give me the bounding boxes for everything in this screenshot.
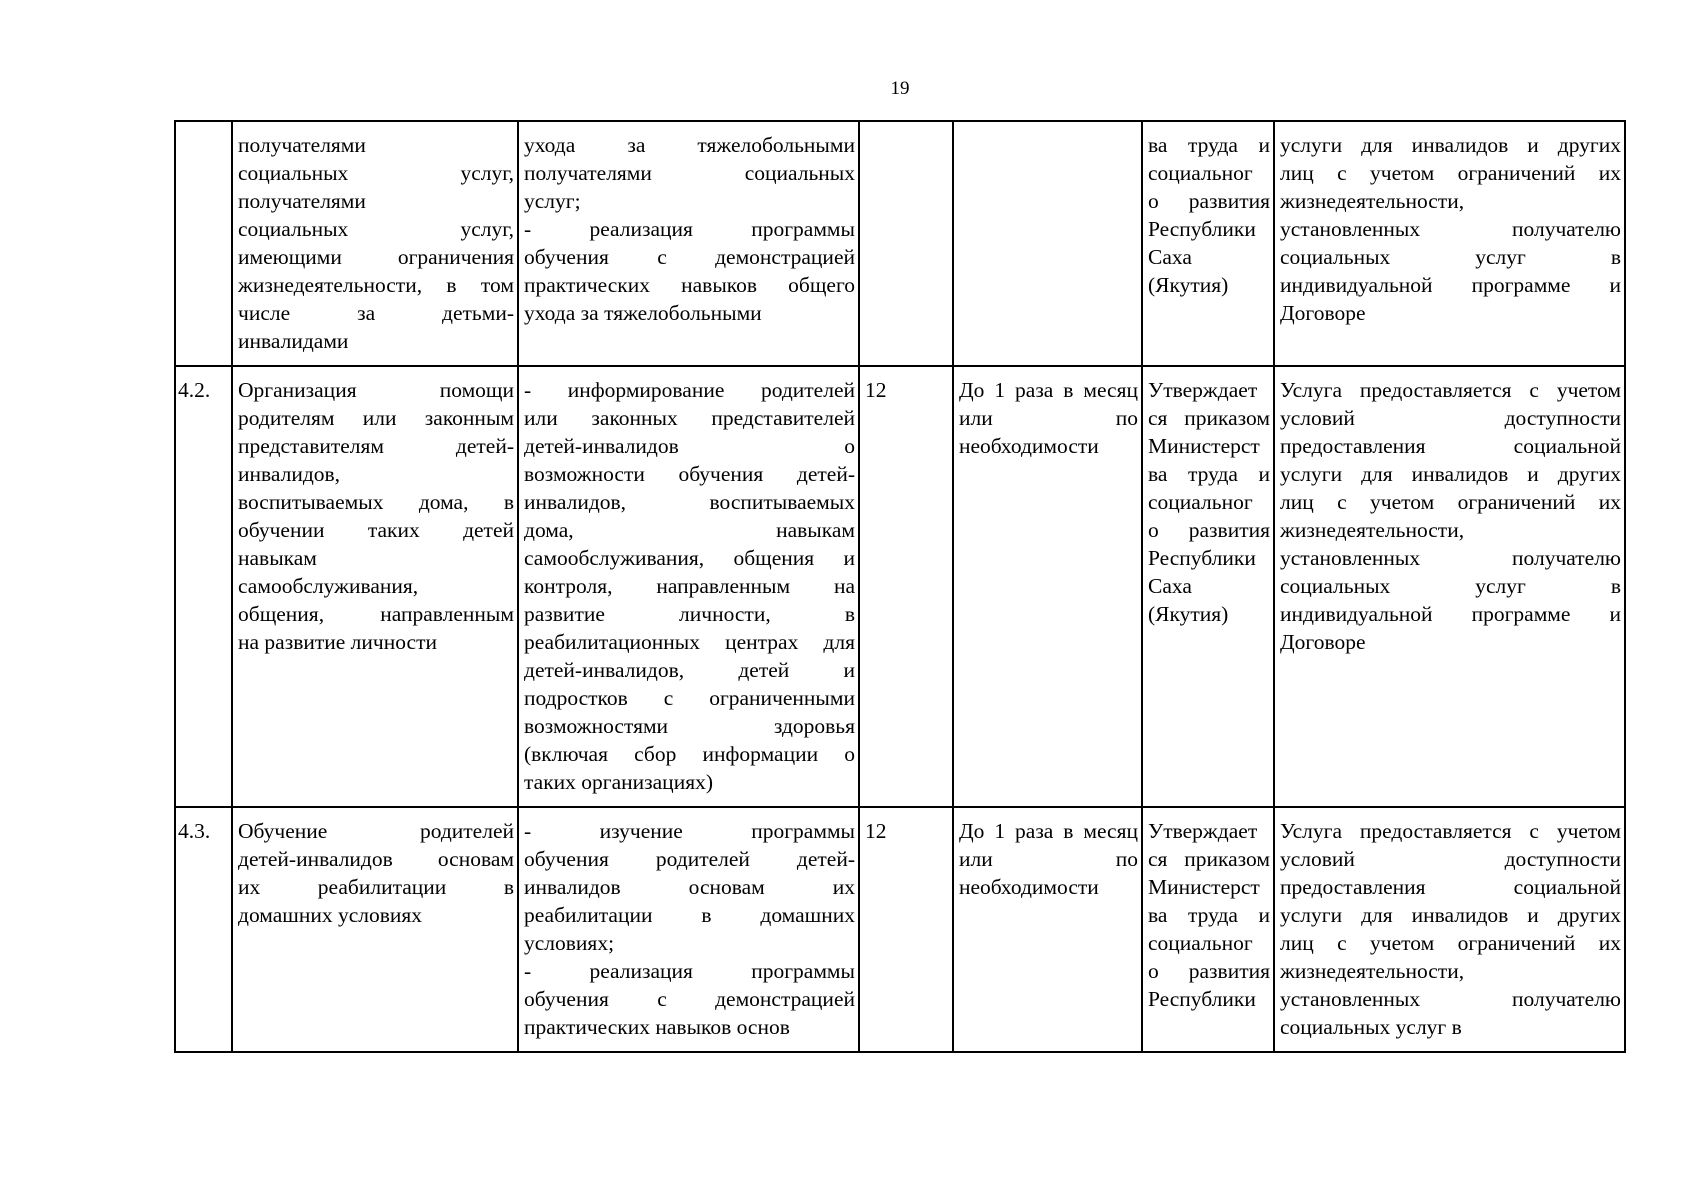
cell-description-line: реабилитации в домашних xyxy=(524,903,855,927)
cell-tariff-line: ва труда и xyxy=(1148,462,1270,486)
services-table xyxy=(174,120,1626,1053)
cell-description-line: ухода за тяжелобольными xyxy=(524,301,762,325)
cell-service-name-line: получателями xyxy=(238,133,366,157)
cell-description-line: возможности обучения детей- xyxy=(524,462,855,486)
cell-conditions-line: установленных получателю xyxy=(1280,987,1621,1011)
cell-service-name-line: Обучение родителей xyxy=(238,819,514,843)
cell-description-line: обучения с демонстрацией xyxy=(524,987,855,1011)
cell-service-name-line: Организация помощи xyxy=(238,378,514,402)
cell-description-line: или законных представителей xyxy=(524,406,855,430)
cell-volume xyxy=(859,366,953,807)
cell-conditions-line: предоставления социальной xyxy=(1280,434,1621,458)
cell-description-line: - информирование родителей xyxy=(524,378,855,402)
cell-tariff-line: Саха xyxy=(1148,574,1192,598)
cell-service-name xyxy=(232,121,518,366)
cell-tariff-line: ся приказом xyxy=(1148,847,1270,871)
cell-service-name-line: жизнедеятельности, в том xyxy=(238,273,514,297)
cell-tariff-line: ва труда и xyxy=(1148,903,1270,927)
cell-conditions-line: Договоре xyxy=(1280,630,1366,654)
cell-conditions xyxy=(1274,807,1625,1052)
cell-description-line: развитие личности, в xyxy=(524,602,855,626)
cell-service-name xyxy=(232,807,518,1052)
cell-service-name-line: инвалидами xyxy=(238,329,349,353)
cell-conditions-line: услуги для инвалидов и других xyxy=(1280,903,1621,927)
cell-volume xyxy=(859,807,953,1052)
cell-conditions-line: Услуга предоставляется с учетом xyxy=(1280,378,1621,402)
table-row xyxy=(175,121,1625,366)
cell-service-name xyxy=(232,366,518,807)
cell-service-name-line: воспитываемых дома, в xyxy=(238,490,514,514)
cell-service-name-line: домашних условиях xyxy=(238,903,423,927)
cell-description-line: самообслуживания, общения и xyxy=(524,546,855,570)
cell-tariff-line: о развития xyxy=(1148,518,1270,542)
cell-tariff-line: социальног xyxy=(1148,931,1253,955)
cell-conditions-line: предоставления социальной xyxy=(1280,875,1621,899)
cell-conditions-line: Договоре xyxy=(1280,301,1366,325)
cell-service-name-line: имеющими ограничения xyxy=(238,245,514,269)
cell-conditions-line: жизнедеятельности, xyxy=(1280,959,1465,983)
table-row xyxy=(175,807,1625,1052)
cell-description xyxy=(518,807,859,1052)
cell-service-name-line: их реабилитации в xyxy=(238,875,514,899)
cell-number-text: 4.3. xyxy=(178,819,211,843)
cell-description-line: возможностями здоровья xyxy=(524,714,855,738)
cell-service-name-line: представителям детей- xyxy=(238,434,514,458)
cell-tariff-line: Утверждает xyxy=(1148,819,1258,843)
cell-description-line: (включая сбор информации о xyxy=(524,742,855,766)
cell-description-line: инвалидов, воспитываемых xyxy=(524,490,855,514)
cell-frequency-line: До 1 раза в месяц xyxy=(959,378,1138,402)
cell-tariff-line: Республики xyxy=(1148,987,1256,1011)
cell-conditions-line: жизнедеятельности, xyxy=(1280,518,1465,542)
cell-description-line: практических навыков основ xyxy=(524,1015,790,1039)
cell-conditions-line: условий доступности xyxy=(1280,847,1621,871)
cell-description-line: обучения с демонстрацией xyxy=(524,245,855,269)
cell-tariff xyxy=(1142,366,1274,807)
cell-conditions-line: установленных получателю xyxy=(1280,546,1621,570)
cell-description-line: ухода за тяжелобольными xyxy=(524,133,855,157)
cell-number xyxy=(175,366,232,807)
cell-conditions-line: индивидуальной программе и xyxy=(1280,602,1621,626)
cell-conditions-line: лиц с учетом ограничений их xyxy=(1280,490,1621,514)
cell-service-name-line: обучении таких детей xyxy=(238,518,514,542)
cell-tariff-line: Республики xyxy=(1148,217,1256,241)
cell-service-name-line: общения, направленным xyxy=(238,602,514,626)
cell-frequency-line: или по xyxy=(959,847,1138,871)
cell-description-line: дома, навыкам xyxy=(524,518,855,542)
cell-description-line: услуг; xyxy=(524,189,581,213)
cell-tariff-line: (Якутия) xyxy=(1148,273,1229,297)
cell-description-line: условиях; xyxy=(524,931,615,955)
cell-conditions-line: услуги для инвалидов и других xyxy=(1280,462,1621,486)
cell-frequency-line: До 1 раза в месяц xyxy=(959,819,1138,843)
cell-tariff-line: Министерст xyxy=(1148,434,1260,458)
cell-tariff-line: ва труда и xyxy=(1148,133,1270,157)
cell-number xyxy=(175,121,232,366)
cell-conditions xyxy=(1274,366,1625,807)
cell-service-name-line: числе за детьми- xyxy=(238,301,514,325)
cell-description-line: контроля, направленным на xyxy=(524,574,855,598)
cell-service-name-line: инвалидов, xyxy=(238,462,341,486)
cell-conditions xyxy=(1274,121,1625,366)
cell-frequency xyxy=(953,366,1142,807)
cell-description-line: - реализация программы xyxy=(524,959,855,983)
cell-conditions-line: индивидуальной программе и xyxy=(1280,273,1621,297)
cell-frequency-line: необходимости xyxy=(959,875,1099,899)
cell-service-name-line: детей-инвалидов основам xyxy=(238,847,514,871)
cell-description-line: инвалидов основам их xyxy=(524,875,855,899)
cell-description-line: подростков с ограниченными xyxy=(524,686,855,710)
cell-tariff-line: Министерст xyxy=(1148,875,1260,899)
cell-service-name-line: самообслуживания, xyxy=(238,574,419,598)
cell-description-line: детей-инвалидов о xyxy=(524,434,855,458)
cell-tariff-line: ся приказом xyxy=(1148,406,1270,430)
cell-volume-text: 12 xyxy=(865,378,887,402)
cell-tariff-line: Республики xyxy=(1148,546,1256,570)
cell-tariff-line: (Якутия) xyxy=(1148,602,1229,626)
cell-description-line: реабилитационных центрах для xyxy=(524,630,855,654)
table-row xyxy=(175,366,1625,807)
cell-frequency xyxy=(953,121,1142,366)
cell-conditions-line: лиц с учетом ограничений их xyxy=(1280,161,1621,185)
cell-volume-text: 12 xyxy=(865,819,887,843)
cell-service-name-line: родителям или законным xyxy=(238,406,514,430)
cell-number xyxy=(175,807,232,1052)
cell-tariff-line: Саха xyxy=(1148,245,1192,269)
cell-description-line: обучения родителей детей- xyxy=(524,847,855,871)
cell-tariff-line: социальног xyxy=(1148,490,1253,514)
cell-tariff xyxy=(1142,121,1274,366)
cell-conditions-line: условий доступности xyxy=(1280,406,1621,430)
cell-conditions-line: социальных услуг в xyxy=(1280,1015,1462,1039)
cell-frequency-line: или по xyxy=(959,406,1138,430)
cell-volume xyxy=(859,121,953,366)
cell-conditions-line: услуги для инвалидов и других xyxy=(1280,133,1621,157)
cell-conditions-line: лиц с учетом ограничений их xyxy=(1280,931,1621,955)
cell-service-name-line: на развитие личности xyxy=(238,630,437,654)
cell-description xyxy=(518,121,859,366)
cell-service-name-line: социальных услуг, xyxy=(238,161,514,185)
cell-service-name-line: получателями xyxy=(238,189,366,213)
cell-tariff xyxy=(1142,807,1274,1052)
cell-description-line: детей-инвалидов, детей и xyxy=(524,658,855,682)
cell-frequency xyxy=(953,807,1142,1052)
cell-frequency-line: необходимости xyxy=(959,434,1099,458)
cell-service-name-line: социальных услуг, xyxy=(238,217,514,241)
cell-tariff-line: Утверждает xyxy=(1148,378,1258,402)
cell-tariff-line: социальног xyxy=(1148,161,1253,185)
cell-conditions-line: установленных получателю xyxy=(1280,217,1621,241)
cell-conditions-line: Услуга предоставляется с учетом xyxy=(1280,819,1621,843)
cell-tariff-line: о развития xyxy=(1148,959,1270,983)
cell-conditions-line: жизнедеятельности, xyxy=(1280,189,1465,213)
table-body xyxy=(175,121,1625,1052)
cell-description xyxy=(518,366,859,807)
cell-description-line: - реализация программы xyxy=(524,217,855,241)
cell-conditions-line: социальных услуг в xyxy=(1280,245,1621,269)
cell-number-text: 4.2. xyxy=(178,378,211,402)
cell-description-line: - изучение программы xyxy=(524,819,855,843)
cell-description-line: таких организациях) xyxy=(524,770,713,794)
cell-conditions-line: социальных услуг в xyxy=(1280,574,1621,598)
cell-description-line: получателями социальных xyxy=(524,161,855,185)
cell-description-line: практических навыков общего xyxy=(524,273,855,297)
cell-service-name-line: навыкам xyxy=(238,546,317,570)
cell-tariff-line: о развития xyxy=(1148,189,1270,213)
page-number: 19 xyxy=(890,78,910,99)
